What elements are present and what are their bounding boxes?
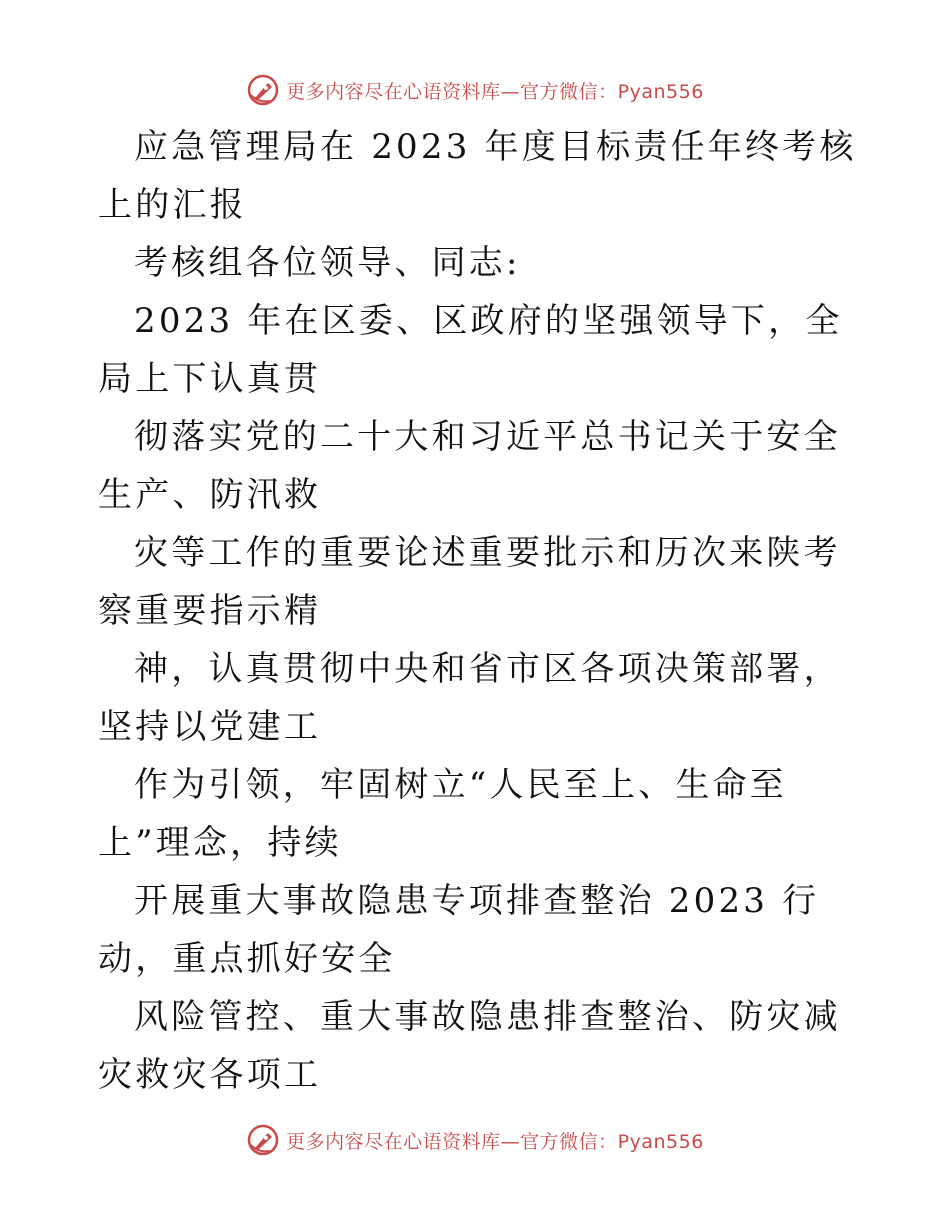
pen-nib-logo-icon xyxy=(246,73,280,107)
watermark-text: 更多内容尽在心语资料库—官方微信：Pyan556 xyxy=(286,1130,704,1153)
paragraph-3: 2023 年在区委、区政府的坚强领导下，全局上下认真贯 xyxy=(98,301,843,399)
document-body xyxy=(98,118,858,1104)
watermark-text: 更多内容尽在心语资料库—官方微信：Pyan556 xyxy=(286,80,704,103)
paragraph-5: 灾等工作的重要论述重要批示和历次来陕考察重要指示精 xyxy=(98,533,841,631)
paragraph-9: 风险管控、重大事故隐患排查整治、防灾减灾救灾各项工 xyxy=(98,997,841,1095)
paragraph-7: 作为引领，牢固树立“人民至上、生命至上”理念，持续 xyxy=(98,765,787,863)
paragraph-1: 应急管理局在 2023 年度目标责任年终考核上的汇报 xyxy=(98,127,857,225)
header-watermark xyxy=(0,70,950,110)
paragraph-2: 考核组各位领导、同志: xyxy=(134,243,521,283)
paragraph-6: 神，认真贯彻中央和省市区各项决策部署，坚持以党建工 xyxy=(98,649,841,747)
pen-nib-logo-icon xyxy=(246,1123,280,1157)
paragraph-4: 彻落实党的二十大和习近平总书记关于安全生产、防汛救 xyxy=(98,417,841,515)
paragraph-8: 开展重大事故隐患专项排查整治 2023 行动，重点抓好安全 xyxy=(98,881,820,979)
footer-watermark xyxy=(0,1120,950,1160)
